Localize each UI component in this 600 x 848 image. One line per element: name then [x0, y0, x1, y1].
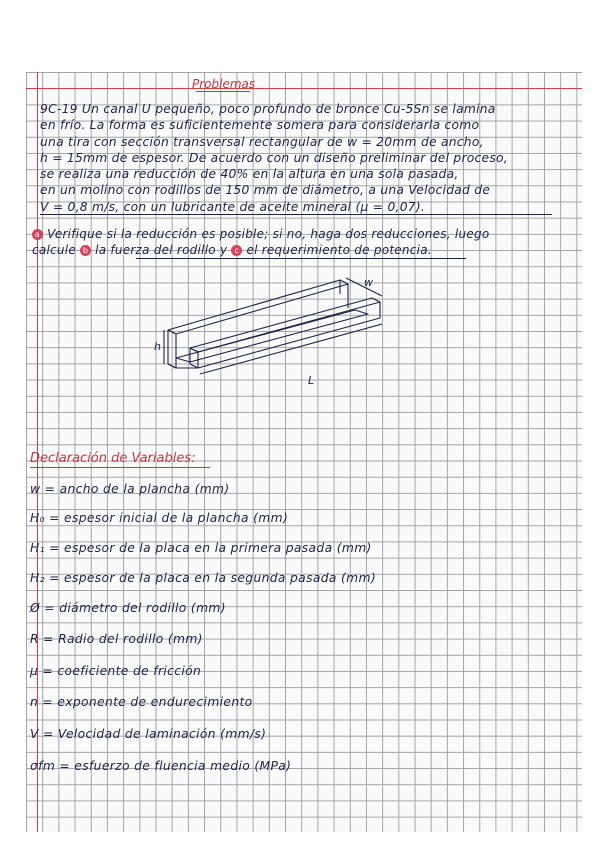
height-label: h	[154, 340, 161, 353]
variable-h2: H₂ = espesor de la placa en la segunda pasada (mm)	[30, 571, 376, 585]
task-c-text: el requerimiento de potencia.	[246, 243, 432, 257]
variable-n: n = exponente de endurecimiento	[30, 695, 253, 709]
red-margin-top	[26, 88, 582, 89]
task-b-marker: b	[80, 245, 91, 256]
length-label: L	[308, 374, 315, 387]
channel-bottom-edge	[168, 318, 380, 368]
variable-diameter: Ø = diámetro del rodillo (mm)	[30, 601, 226, 615]
declaration-underline	[30, 467, 210, 468]
u-channel-sketch	[150, 268, 410, 398]
length-dimension-line	[200, 324, 382, 374]
problem-underline	[40, 214, 552, 215]
title-underline	[196, 91, 250, 92]
problem-line: en frío. La forma es suficientemente somera para considerarla como	[40, 118, 480, 133]
variable-h1: H₁ = espesor de la placa en la primera pasada (mm)	[30, 541, 372, 555]
channel-left-wall-top	[168, 280, 348, 334]
width-label: w	[364, 276, 373, 289]
problem-line: V = 0,8 m/s, con un lubricante de aceite mineral (μ = 0,07).	[40, 199, 426, 214]
channel-left-wall-end	[168, 330, 176, 368]
task-line-2	[32, 242, 562, 258]
task-prefix: calcule	[32, 243, 76, 257]
channel-right-wall-end	[190, 348, 198, 368]
task-a-marker: a	[32, 229, 43, 240]
page-title: Problemas	[192, 77, 256, 91]
problem-line: una tira con sección transversal rectangular de w = 20mm de ancho,	[40, 134, 484, 149]
task-b-text: la fuerza del rodillo y	[95, 243, 228, 257]
variable-sigma-fm: σfm = esfuerzo de fluencia medio (MPa)	[30, 759, 292, 773]
task-c-marker: c	[231, 245, 242, 256]
task-list	[32, 226, 562, 258]
variable-velocity: V = Velocidad de laminación (mm/s)	[30, 727, 267, 741]
variable-mu: μ = coeficiente de fricción	[30, 664, 202, 678]
problem-line: 9C-19 Un canal U pequeño, poco profundo de bronce Cu-5Sn se lamina	[40, 102, 496, 116]
problem-line: en un molino con rodillos de 150 mm de diámetro, a una Velocidad de	[40, 183, 491, 198]
variable-radius: R = Radio del rodillo (mm)	[30, 632, 203, 646]
tasks-underline	[136, 258, 466, 259]
problem-statement	[40, 101, 560, 215]
variable-h0: H₀ = espesor inicial de la plancha (mm)	[30, 511, 289, 525]
task-line-1	[32, 226, 562, 242]
declaration-title: Declaración de Variables:	[30, 451, 196, 466]
task-a-text: Verifique si la reducción es posible; si no, haga dos reducciones, luego	[47, 227, 490, 241]
problem-line: h = 15mm de espesor. De acuerdo con un diseño preliminar del proceso,	[40, 150, 508, 165]
problem-line: se realiza una reducción de 40% en la altura en una sola pasada,	[40, 167, 459, 182]
variable-w: w = ancho de la plancha (mm)	[30, 482, 230, 496]
